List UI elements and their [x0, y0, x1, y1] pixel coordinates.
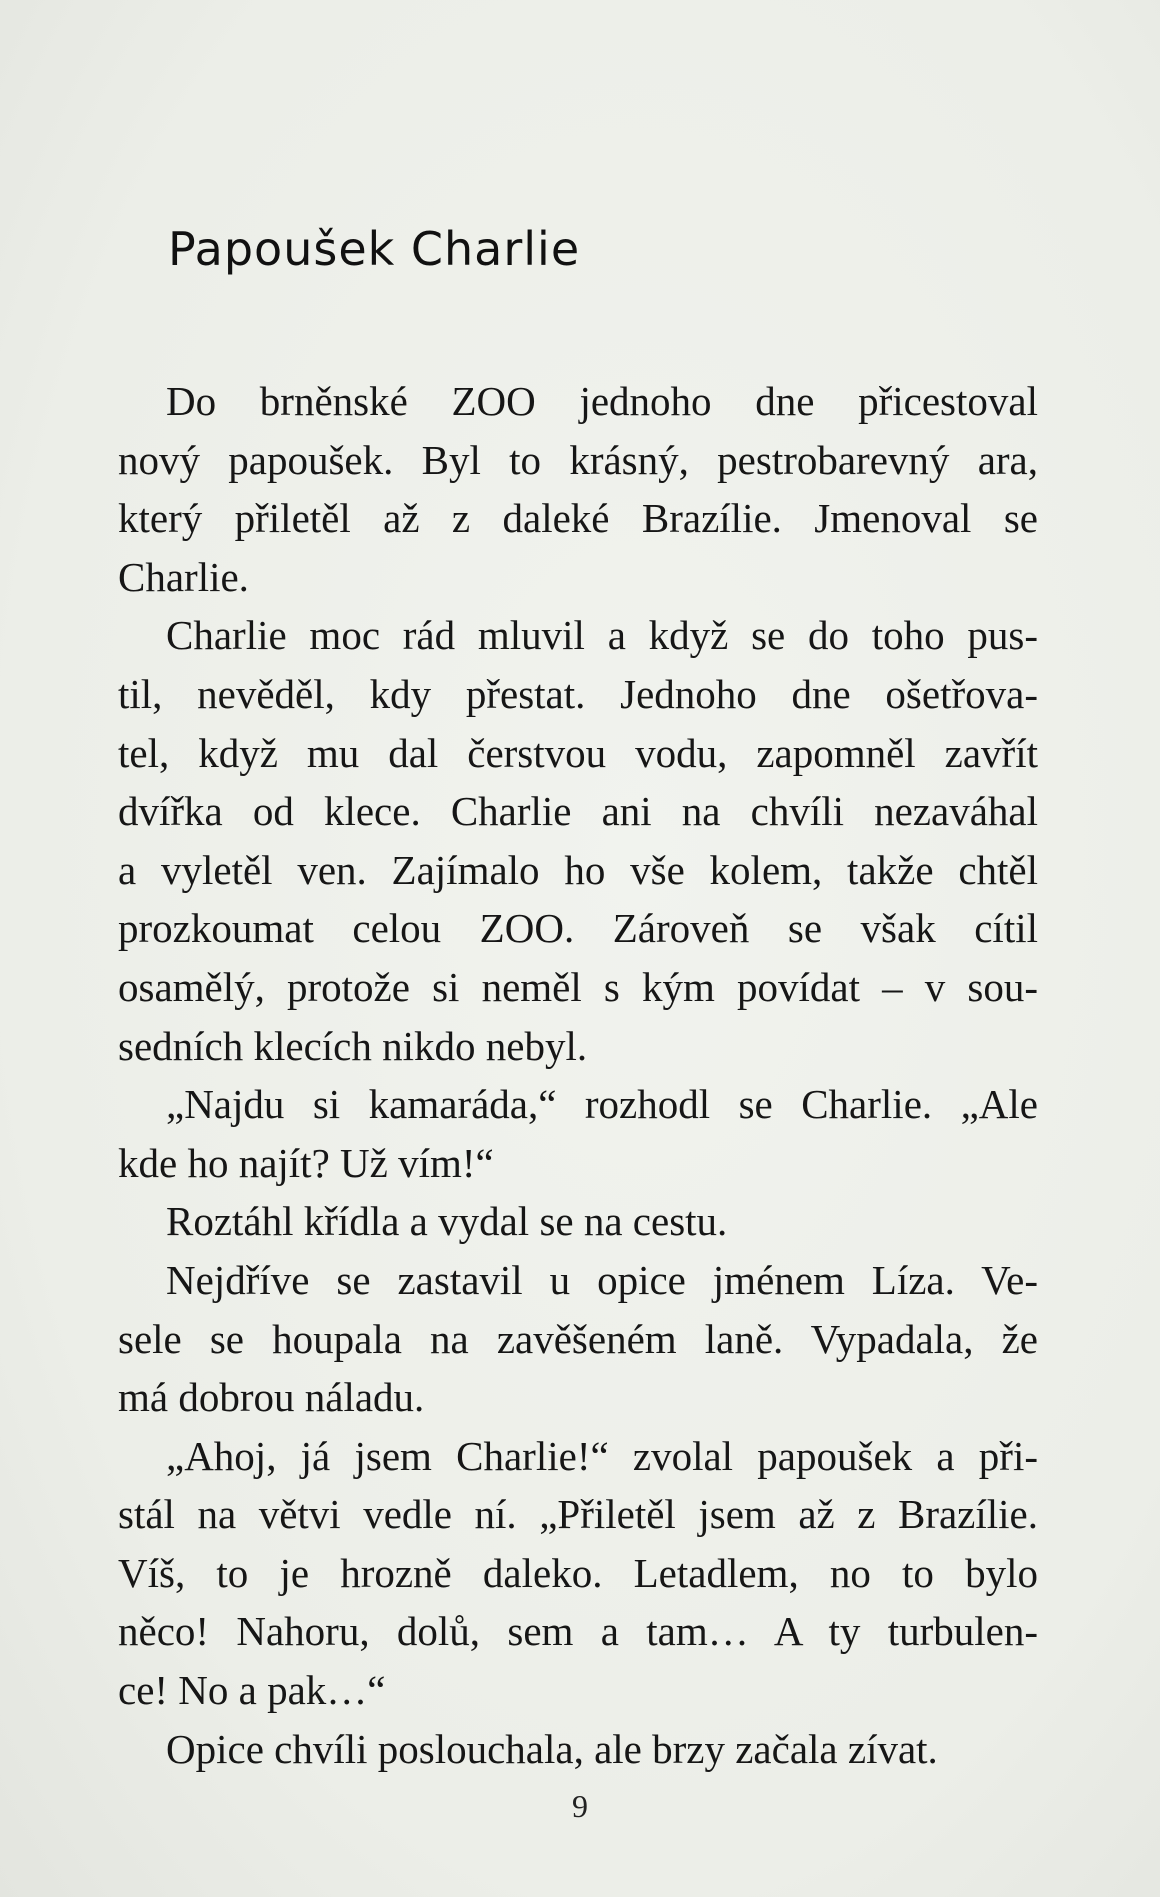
text-line: prozkoumat celou ZOO. Zároveň se však cítil — [118, 905, 1038, 952]
text-line: Opice chvíli poslouchala, ale brzy začala zívat. — [166, 1725, 938, 1772]
text-line: kde ho najít? Už vím!“ — [118, 1139, 494, 1186]
text-line: Víš, to je hrozně daleko. Letadlem, no to bylo — [118, 1549, 1038, 1596]
text-line: sedních klecích nikdo nebyl. — [118, 1022, 588, 1069]
text-line: nový papoušek. Byl to krásný, pestrobarevný ara, — [118, 436, 1038, 483]
text-line: tel, když mu dal čerstvou vodu, zapomněl zavřít — [118, 729, 1038, 776]
text-line: Nejdříve se zastavil u opice jménem Líza. Ve- — [166, 1256, 1038, 1303]
text-line: Charlie moc rád mluvil a když se do toho pus- — [166, 612, 1038, 659]
text-line: osamělý, protože si neměl s kým povídat – v sou- — [118, 963, 1038, 1010]
text-line: „Ahoj, já jsem Charlie!“ zvolal papoušek a při- — [166, 1432, 1038, 1479]
text-line: Roztáhl křídla a vydal se na cestu. — [166, 1198, 728, 1245]
text-line: dvířka od klece. Charlie ani na chvíli nezaváhal — [118, 788, 1038, 835]
text-line: til, nevěděl, kdy přestat. Jednoho dne ošetřova- — [118, 670, 1038, 717]
body-text — [118, 372, 1038, 1778]
text-line: ce! No a pak…“ — [118, 1667, 386, 1714]
text-line: „Najdu si kamaráda,“ rozhodl se Charlie. „Ale — [166, 1081, 1038, 1128]
chapter-title: Papoušek Charlie — [168, 222, 581, 276]
text-line: Do brněnské ZOO jednoho dne přicestoval — [166, 378, 1038, 424]
text-line: Charlie. — [118, 553, 249, 600]
text-line: sele se houpala na zavěšeném laně. Vypadala, že — [118, 1315, 1038, 1362]
text-line: stál na větvi vedle ní. „Přiletěl jsem až z Brazílie. — [118, 1491, 1038, 1538]
text-line: a vyletěl ven. Zajímalo ho vše kolem, takže chtěl — [118, 846, 1038, 893]
text-line: který přiletěl až z daleké Brazílie. Jmenoval se — [118, 495, 1038, 542]
text-line: něco! Nahoru, dolů, sem a tam… A ty turbulen- — [118, 1608, 1038, 1655]
text-line: má dobrou náladu. — [118, 1374, 425, 1421]
page-number: 9 — [572, 1788, 588, 1824]
